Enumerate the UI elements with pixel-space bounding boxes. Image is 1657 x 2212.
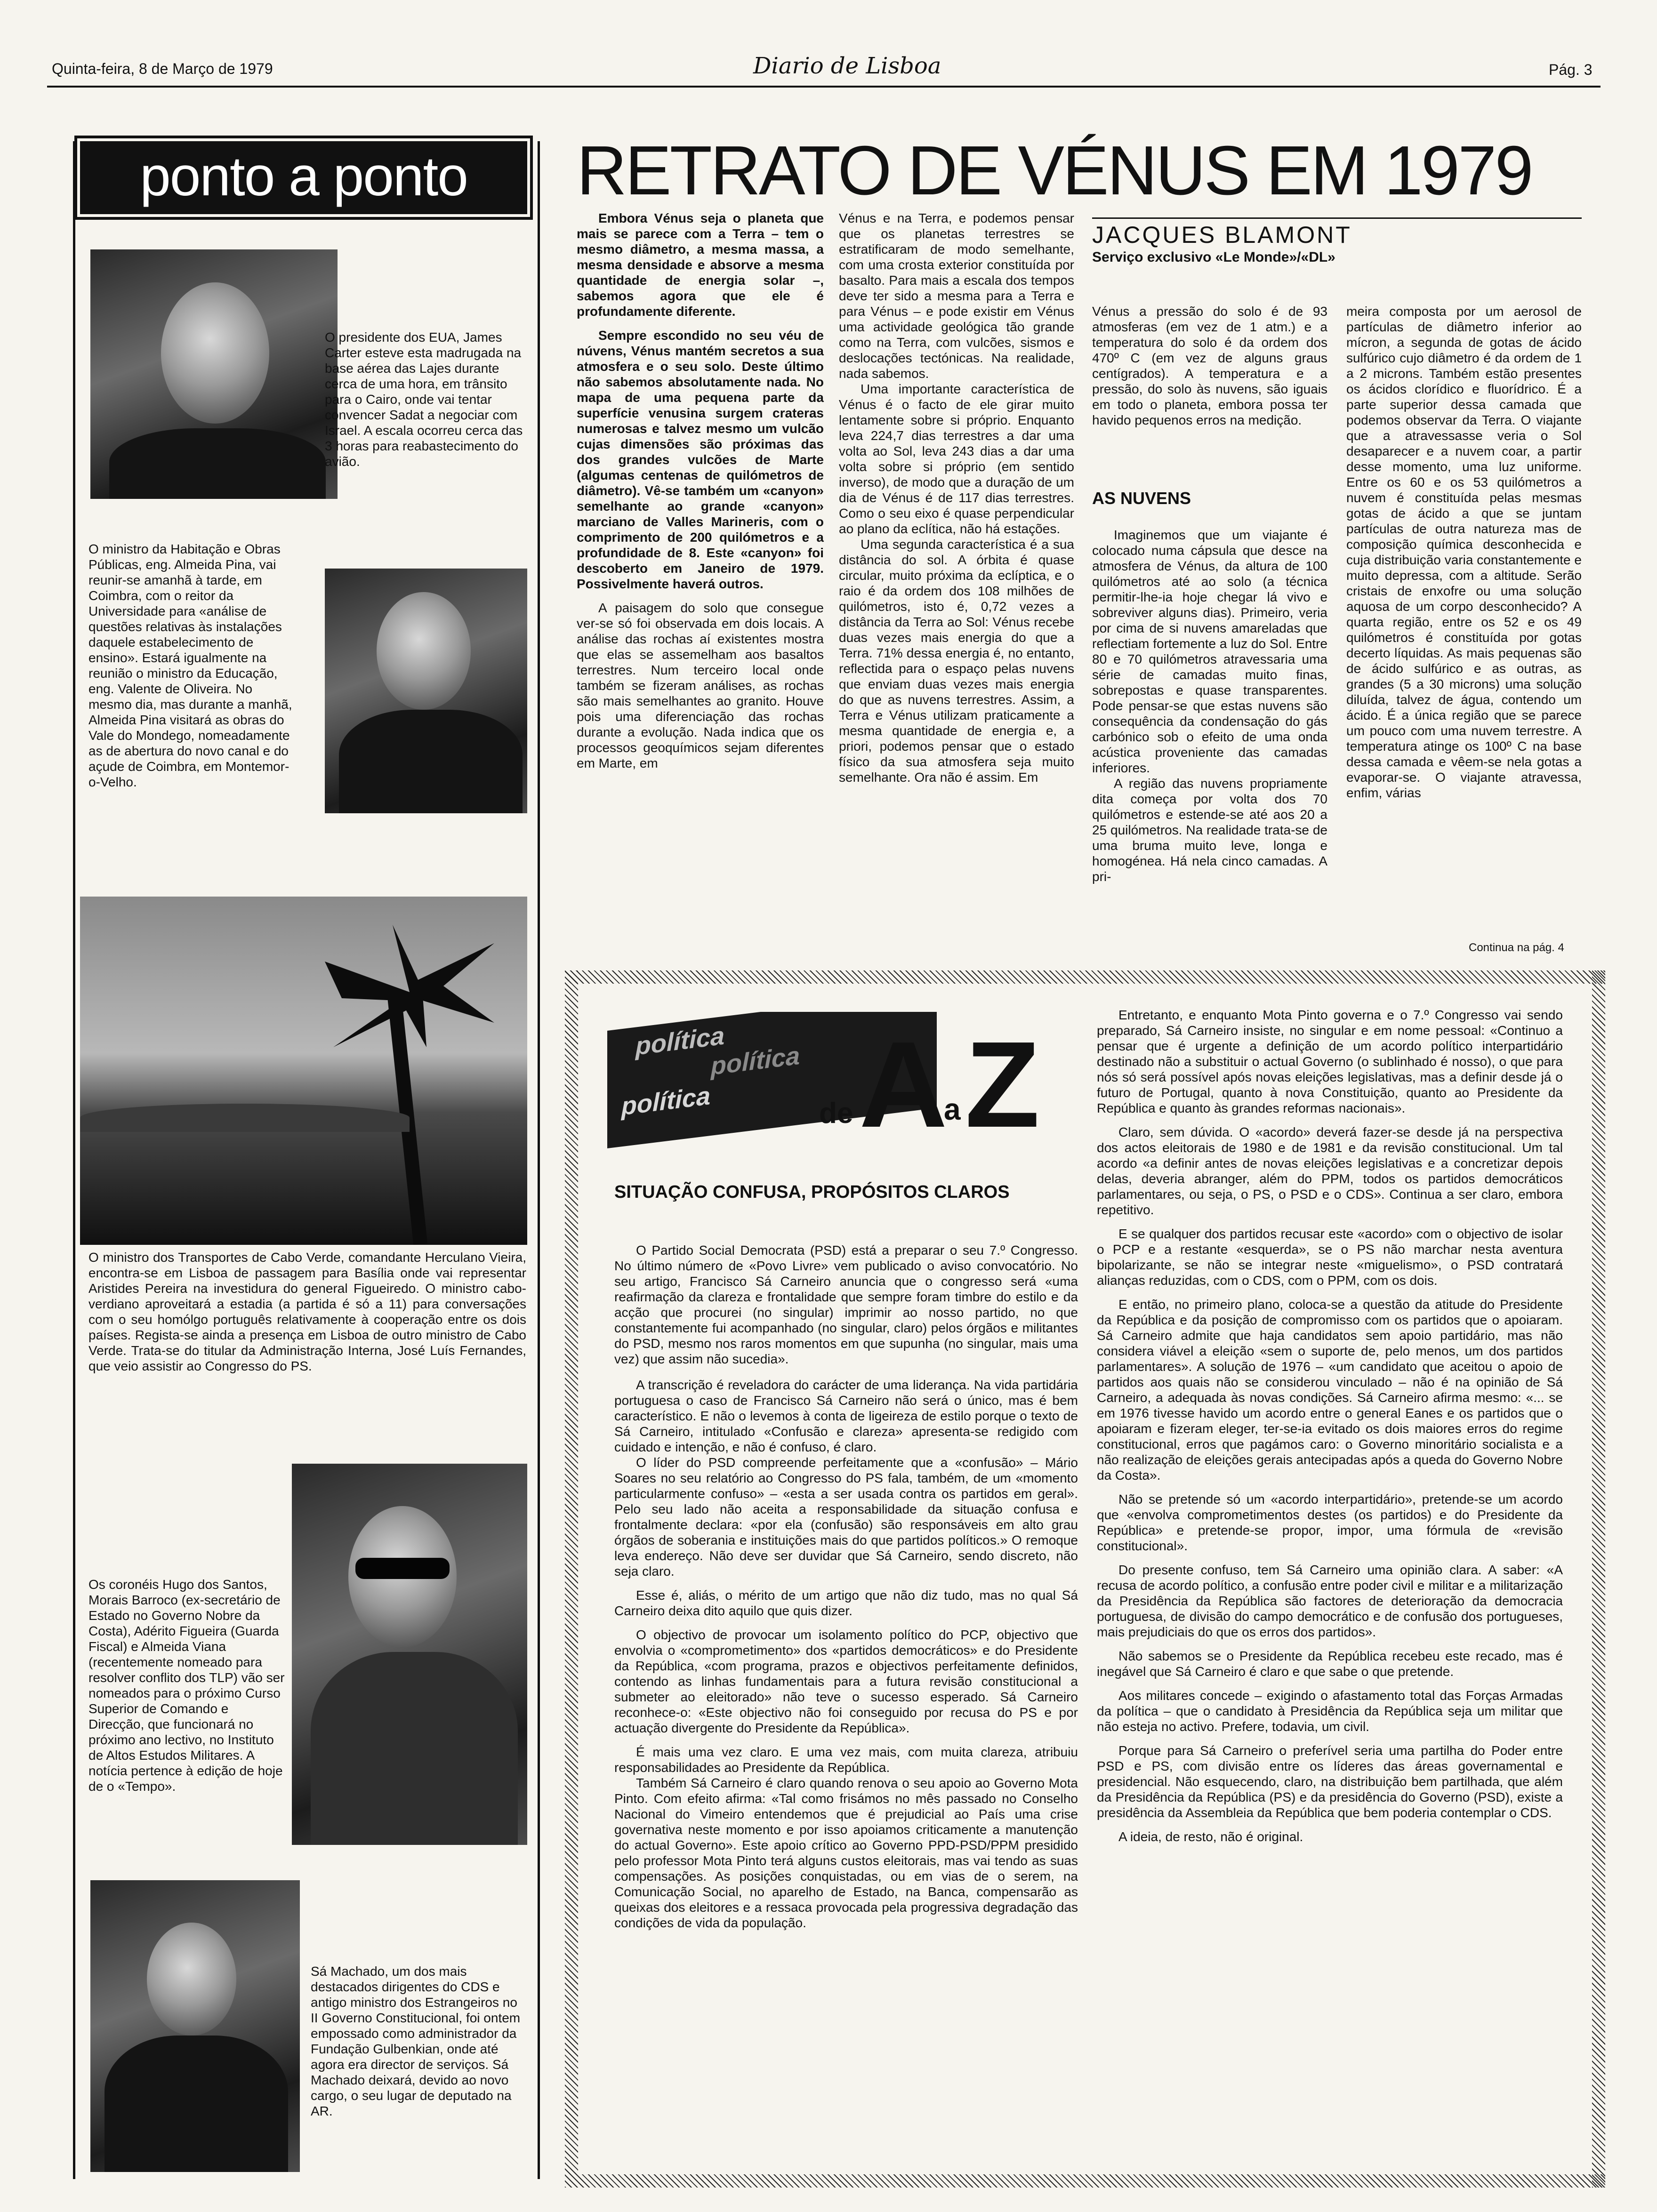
ponto-border-right [538, 141, 540, 2179]
carter-photo [90, 249, 338, 499]
venus-col1-para: Embora Vénus seja o planeta que mais se parece com a Terra – tem o mesmo diâmetro, a mesma massa, a mesma densidade e absorve a mesma quantidade de energia solar –, sabemos agora que ele é profundamente diferente. [577, 211, 824, 319]
politica-banner-word: política [711, 1041, 800, 1081]
venus-col1-para: A paisagem do solo que consegue ver-se só foi observada em dois locais. A análise das rochas aí existentes mostra que elas se assemelham aos basaltos terrestres. Num terceiro local onde também se fizeram análises, as rochas são mais semelhantes ao granito. Houve pois uma diferenciação das rochas durante a evolução. Nada indica que os processos geoquímicos sejam diferentes em Marte, em [577, 601, 824, 770]
ponto-title-box [80, 141, 527, 214]
venus-subhead-nuvens: AS NUVENS [1092, 489, 1191, 508]
banner-Z: Z [965, 1017, 1040, 1153]
banner-a: a [944, 1092, 961, 1126]
venus-service: Serviço exclusivo «Le Monde»/«DL» [1092, 249, 1335, 265]
politica-left-para: O líder do PSD compreende perfeitamente que a «confusão» – Mário Soares no seu relatório ao Congresso do PS fala, também, de um «momento particularmente confuso» – «esta a ser usada contra os partidos em geral». Pelo seu lado não aceita a responsabilidade da situação confusa e frontalmente declara: «por ela (confusão) são responsáveis em alto grau órgãos de soberania e instituições mais do que partidos políticos.» O remoque leva endereço. Não deve ser duvidar que Sá Carneiro, sendo discreto, não seja claro. [614, 1455, 1078, 1579]
venus-col3b-para: Imaginemos que um viajante é colocado numa cápsula que desce na atmosfera de Vénus, da altura de 100 quilómetros até ao solo (a técnica permitir-lhe-ia hoje chegar lá vivo e sobreviver alguns dias). Primeiro, veria por cima de si nuvens amareladas que reflectiam fortemente a luz do Sol. Entre 80 e 70 quilómetros atravessaria uma série de camadas muito finas, sobrepostas e quase transparentes. Pode pensar-se que estas nuvens são consequência da condensação do gás carbónico sob o efeito de uma onda acústica proveniente das camadas inferiores. [1092, 528, 1327, 775]
politica-right-para: A ideia, de resto, não é original. [1118, 1829, 1303, 1844]
venus-col1 [577, 210, 824, 771]
masthead: Diario de Lisboa [753, 53, 941, 79]
venus-col2 [839, 210, 1074, 785]
politica-right-para: Claro, sem dúvida. O «acordo» deverá fazer-se desde já na perspectiva dos actos eleitorais de 1980 e de 1981 e da revisão constitucional. Um tal acordo «a definir antes de novas eleições legislativas e a concretizar depois delas, deveria abranger, além do PPM, todos os partidos democráticos parlamentares, ou seja, o PS, o PSD e o CDS». Continua a ser claro, embora repetitivo. [1097, 1125, 1563, 1217]
politica-left-para: O objectivo de provocar um isolamento político do PCP, objectivo que envolvia o «comprometimento» dos «partidos democráticos» e do Presidente da República, «com programa, prazos e objectivos perfeitamente definidos, contendo as linhas fundamentais para a futura revisão constitucional a submeter ao eleitorado» não teve o sucesso esperado. Sá Carneiro reconhece-o: «Este objectivo não foi conseguido por recusa do PS e por actuação divergente do Presidente da República». [614, 1627, 1078, 1735]
venus-col3b-para: A região das nuvens propriamente dita começa por volta dos 70 quilómetros e estende-se até aos 20 a 25 quilómetros. Na realidade trata-se de uma bruma muito leve, longa e homogénea. Há nela cinco camadas. A pri- [1092, 776, 1327, 884]
venus-col3a: Vénus a pressão do solo é de 93 atmosferas (em vez de 1 atm.) e a temperatura do solo é da ordem dos 470º C (em vez de alguns graus centígrados). A temperatura e a pressão, do solo às nuvens, são iguais em todo o planeta, embora possa ter havido pequenos erros na medição. [1092, 304, 1327, 427]
banner-A: A [859, 1017, 948, 1153]
carter-text: O presidente dos EUA, James Carter esteve esta madrugada na base aérea das Lajes durante cerca de uma hora, em trânsito para o Cairo, onde vai tentar convencer Sadat a negociar com Israel. A escala ocorreu cerca das 3 horas para reabastecimento do avião. [325, 330, 523, 469]
venus-col3b [1092, 527, 1327, 884]
habitacao-text: O ministro da Habitação e Obras Públicas, eng. Almeida Pina, vai reunir-se amanhã à tarde, em Coimbra, com o reitor da Universidade para «análise de questões relativas às instalações daquele estabelecimento de ensino». Estará igualmente na reunião o ministro da Educação, eng. Valente de Oliveira. No mesmo dia, mas durante a manhã, Almeida Pina visitará as obras do Vale do Mondego, nomeadamente as de abertura do novo canal e do açude de Coimbra, em Montemor-o-Velho. [88, 542, 292, 789]
ponto-border-left [73, 141, 75, 2179]
politica-border-left [565, 970, 578, 2188]
politica-border-right [1592, 970, 1605, 2188]
ponto-title: ponto a ponto [140, 145, 467, 208]
politica-left-column [614, 1242, 1078, 1931]
politica-right-column [1097, 1007, 1563, 1844]
politica-right-para: Porque para Sá Carneiro o preferível seria uma partilha do Poder entre PSD e PS, com divisão entre os líderes das áreas governamental e presidencial. Não esquecendo, claro, na distribuição bem partilhada, que além da Presidência da República (PS) e da presidência do Governo (PSD), existe a presidência da Assembleia da República que bem poderia contemplar o CDS. [1097, 1743, 1563, 1820]
politica-right-para: Aos militares concede – exigindo o afastamento total das Forças Armadas da política – que o candidato à Presidência da República seja um militar que não esteja no activo. Prefere, todavia, um civil. [1097, 1688, 1563, 1734]
politica-banner-word: política [621, 1082, 711, 1121]
venus-col2-para: Uma segunda característica é a sua distância do sol. A órbita é quase circular, muito próxima da eclíptica, e o raio é da ordem dos 108 milhões de quilómetros, isto é, 0,72 vezes a distância da Terra ao Sol: Vénus recebe duas vezes mais energia do que a Terra. 71% dessa energia é, no entanto, reflectida para o espaço pelas nuvens que enviam duas vezes mais energia do que as nuvens terrestres. Assim, a Terra e Vénus utilizam praticamente a mesma quantidade de energia e, a priori, podemos pensar que o estado físico da sua atmosfera seja muito semelhante. Ora não é assim. Em [839, 537, 1074, 785]
byline-rule [1092, 217, 1582, 219]
coroneis-text: Os coronéis Hugo dos Santos, Morais Barroco (ex-secretário de Estado no Governo Nobre da Costa), Adérito Figueira (Guarda Fiscal) e Almeida Viana (recentemente nomeado para resolver conflito dos TLP) vão ser nomeados para o próximo Curso Superior de Comando e Direcção, que funcionará no próximo ano lectivo, no Instituto de Altos Estudos Militares. A notícia pertence à edição de hoje de o «Tempo». [88, 1577, 285, 1794]
sa-machado-text: Sá Machado, um dos mais destacados dirigentes do CDS e antigo ministro dos Estrangeiros no II Governo Constitucional, foi ontem empossado como administrador da Fundação Gulbenkian, onde até agora era director de serviços. Sá Machado deixará, devido ao novo cargo, o seu lugar de deputado na AR. [311, 1964, 521, 2118]
politica-right-para: E se qualquer dos partidos recusar este «acordo» com o objectivo de isolar o PCP e a restante «esquerda», se o PS não marchar nesta aventura bipolarizante, se não se integrar neste «miguelismo», o PSD contratará alianças reduzidas, com o CDS, com o PPM, com os dois. [1097, 1226, 1563, 1288]
politica-right-para: Do presente confuso, tem Sá Carneiro uma opinião clara. A saber: «A recusa de acordo político, a confusão entre poder civil e militar e a militarização da Presidência da República são factores de deterioração da democracia portuguesa, de divisão do campo democrático e de confusão dos portugueses, mais prejudiciais do que os erros dos partidos». [1097, 1563, 1563, 1639]
venus-continued: Continua na pág. 4 [1469, 941, 1564, 954]
politica-left-para: Também Sá Carneiro é claro quando renova o seu apoio ao Governo Mota Pinto. Com efeito afirma: «Tal como frisámos no mês passado no Conselho Nacional do Vimeiro entendemos que é prejudicial ao País uma crise governativa neste momento e por isso apoiamos criticamente a manutenção do actual Governo». Este apoio crítico ao Governo PPD-PSD/PPM presidido pelo professor Mota Pinto terá alguns custos eleitorais, mas vai tendo as suas compensações. As posições conquistadas, ou em vias de o serem, na Comunicação Social, no aparelho de Estado, na Banca, compensarão as queixas dos eleitores e a ressaca provocada pela progressiva degradação das condições de vida da população. [614, 1776, 1078, 1930]
venus-col4: meira composta por um aerosol de partículas de diâmetro inferior ao mícron, a segunda de gotas de ácido sulfúrico cujo diâmetro é da ordem de 1 a 2 microns. Também estão presentes os ácidos clorídico e fluorídrico. É a parte superior dessa camada que podemos observar da Terra. O viajante que a atravessasse veria o Sol desaparecer e a nuvem coar, a partir desse momento, uma luz uniforme. Entre os 60 e os 53 quilómetros a nuvem é constituída pelas mesmas gotas de ácido a que se juntam partículas de outra natureza mas de composição química desconhecida e cuja distribuição varia constantemente e muito depressa, com a altitude. Serão cristais de enxofre ou uma solução aquosa de um corpo desconhecido? A quarta região, entre os 52 e os 49 quilómetros é constituída por gotas decerto líquidas. As mais pequenas são de ácido sulfúrico e as outras, as grandes (5 a 30 microns) uma solução diluída, talvez de água, contendo um ácido. É a única região que se parece um pouco com uma nuvem terrestre. A temperatura atinge os 100º C na base dessa camada e vêem-se nela gotas a evaporar-se. O viajante atravessa, enfim, várias [1346, 304, 1582, 800]
politica-right-para: E então, no primeiro plano, coloca-se a questão da atitude do Presidente da República e da posição de compromisso com os partidos que o apoiaram. Sá Carneiro admite que haja candidatos sem apoio partidário, mas não considera viável a eleição «sem o suporte de, pelo menos, um dos partidos parlamentares». A solução de 1976 – «um candidato que aceitou o apoio de partidos aos quais não se considerou vinculado – não é na opinião de Sá Carneiro, a adequada às novas condições. Sá Carneiro afirma mesmo: «... se em 1976 tivesse havido um acordo entre o general Eanes e os partidos que o apoiaram e fizeram eleger, ter-se-ia evitado os dois maiores erros do regime constitucional, erros que pagámos caro: o Governo minoritário socialista e a não realização de eleições gerais antecipadas após a queda do Governo Nobre da Costa». [1097, 1297, 1563, 1483]
politica-border-bottom [565, 2174, 1605, 2188]
politica-left-para: A transcrição é reveladora do carácter de uma liderança. Na vida partidária portuguesa o caso de Francisco Sá Carneiro não será o único, mas é bem característico. E não o levemos à conta de ligeireza de estilo porque o texto de Sá Carneiro, intitulado «Confusão e clareza» apresenta-se redigido com cuidado e intenção, e não é confuso, é claro. [614, 1378, 1078, 1454]
politica-left-para: É mais uma vez claro. E uma vez mais, com muita clareza, atribuiu responsabilidades ao Presidente da República. [614, 1745, 1078, 1775]
banner-de: de [819, 1097, 853, 1130]
almeida-pina-photo [325, 569, 527, 813]
venus-col1-para: Sempre escondido no seu véu de núvens, Vénus mantém secretos a sua atmosfera e o seu solo. Deste último não sabemos absolutamente nada. No mapa de uma pequena parte da superfície venusina surgem crateras numerosas e talvez mesmo um vulcão cujas dimensões são próximas das dos grandes vulcões de Marte (algumas centenas de quilómetros de diâmetro). Vê-se também um «canyon» semelhante ao grande «canyon» marciano de Valles Marineris, com o comprimento de 200 quilómetros e a profundidade de 8. Este «canyon» foi descoberto em Janeiro de 1979. Possivelmente haverá outros. [577, 328, 824, 591]
politica-banner-word: política [635, 1021, 725, 1061]
coronel-photo [292, 1464, 527, 1845]
politica-right-para: Entretanto, e enquanto Mota Pinto governa e o 7.º Congresso vai sendo preparado, Sá Carneiro insiste, no singular e em nome pessoal: «Continuo a pensar que é urgente a definição de um acordo político interpartidário destinado não a substituir o actual Governo (o sublinhado é nosso), o que para nós só será possível após novas eleições legislativas, mas a definir desde já o futuro de Portugal, quanto à nova Constituição, quanto ao Presidente da República e quanto às grandes reformas nacionais». [1097, 1008, 1563, 1115]
page-number: Pág. 3 [1549, 61, 1593, 78]
politica-left-para: O Partido Social Democrata (PSD) está a preparar o seu 7.º Congresso. No último número de «Povo Livre» vem publicado o aviso convocatório. No seu artigo, Francisco Sá Carneiro anuncia que o congresso será «uma reafirmação da clareza e frontalidade que sempre foram timbre do estilo e da acção que procurei (no singular) imprimir ao nosso partido, no que constantemente fui acompanhado (no singular, claro) pelos órgãos e militantes do PSD, mesmo nos raros momentos em que supunha (no singular, mais uma vez) que assim não sucedia». [614, 1243, 1078, 1366]
politica-border-top [565, 970, 1605, 984]
venus-col2-para: Uma importante característica de Vénus é o facto de ele girar muito lentamente sobre si próprio. Enquanto leva 224,7 dias terrestres a dar uma volta ao Sol, leva 243 dias a dar uma volta sobre si próprio (em sentido inverso), de modo que a duração de um dia de Vénus é de 117 dias terrestres. Como o seu eixo é quase perpendicular ao plano da eclítica, não há estações. [839, 382, 1074, 536]
politica-right-para: Não sabemos se o Presidente da República recebeu este recado, mas é inegável que Sá Carneiro é claro e que sabe o que pretende. [1097, 1649, 1563, 1679]
politica-banner [607, 1012, 1078, 1153]
venus-col2-para: Vénus e na Terra, e podemos pensar que os planetas terrestres se estratificaram de modo semelhante, com uma crosta exterior constituída por basalto. Para mais a escala dos tempos deve ter sido a mesma para a Terra e para Vénus – e pode existir em Vénus uma actividade geológica tão grande como na Terra, com vulcões, sismos e deslocações tectónicas. Na realidade, nada sabemos. [839, 211, 1074, 381]
sa-machado-photo [90, 1880, 300, 2172]
politica-left-para: Esse é, aliás, o mérito de um artigo que não diz tudo, mas no qual Sá Carneiro deixa dito aquilo que quis dizer. [614, 1588, 1078, 1618]
politica-headline: SITUAÇÃO CONFUSA, PROPÓSITOS CLAROS [614, 1182, 1010, 1202]
header-rule [47, 86, 1601, 88]
politica-right-para: Não se pretende só um «acordo interpartidário», pretende-se um acordo que «envolva comprometimentos destes (os partidos) e do Presidente da República» e pretende-se propor, impor, uma fórmula de «revisão constitucional». [1097, 1492, 1563, 1553]
venus-headline: RETRATO DE VÉNUS EM 1979 [577, 132, 1532, 209]
cabo-verde-text: O ministro dos Transportes de Cabo Verde, comandante Herculano Vieira, encontra-se em Lisboa de passagem para Basília onde vai representar Aristides Pereira na investidura do general Figueiredo. O ministro cabo-verdiano aproveitará a estadia (a partida é só a 11) para conversações com o seu homólgo português relativamente à cooperação entre os dois países. Regista-se ainda a presença em Lisboa de outro ministro de Cabo Verde. Trata-se do titular da Administração Interna, José Luís Fernandes, que veio assistir ao Congresso do PS. [88, 1250, 526, 1373]
header-date: Quinta-feira, 8 de Março de 1979 [52, 60, 273, 77]
palm-tree-photo [80, 897, 527, 1245]
venus-author: JACQUES BLAMONT [1092, 222, 1352, 248]
